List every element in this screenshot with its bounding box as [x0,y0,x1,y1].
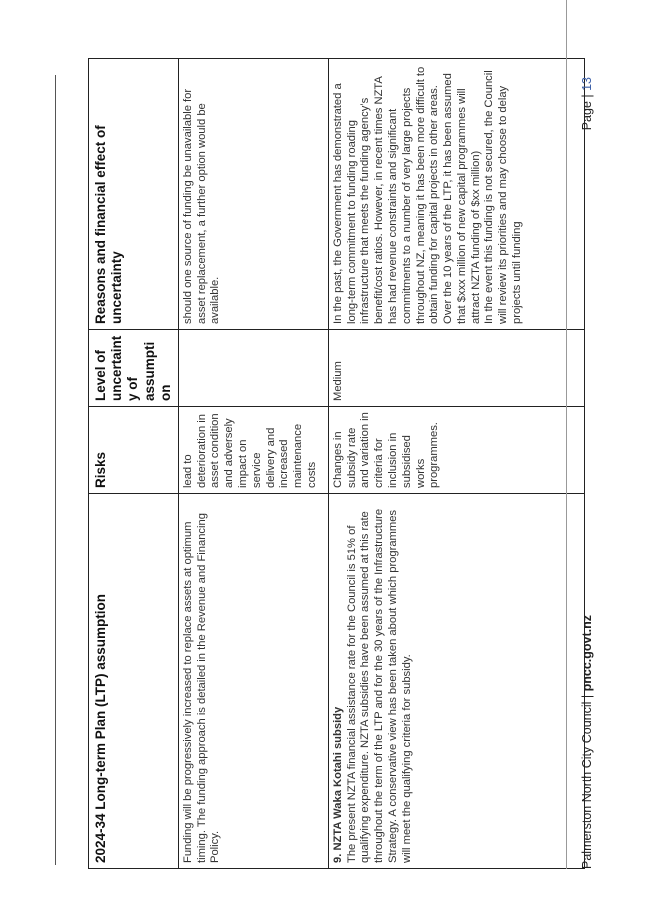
header-risks: Risks [89,407,179,494]
footer-page-label: Page | [580,90,594,131]
header-level: Level of uncertainty of assumption [89,330,179,407]
row2-assumption-cell [328,494,584,869]
row1-risks-text: lead to deterioration in asset condition and adversely impact on service delivery and increased maintenance costs [181,413,318,488]
table-header-row [89,59,179,869]
row2-level-text: Medium [331,361,344,401]
row2-reasons-p3: In the event this funding is not secured, the Council will review its priorities and may choose to delay projects until funding [483,70,523,324]
footer-page [580,77,594,130]
row2-section-title: 9. NZTA Waka Kotahi subsidy [331,706,344,863]
footer-council-name: Palmerston North City Council [580,701,594,869]
row2-reasons-p2: Over the 10 years of the LTP, it has been assumed that $xxx million of new capital programmes will attract NZTA funding of $xx million) [442,73,482,324]
footer-divider [566,0,567,869]
assumptions-table [88,58,585,869]
page-footer [578,39,600,869]
row2-risks-text: Changes in subsidy rate and variation in criteria for inclusion in subsidised works programmes. [331,412,441,488]
row1-reasons-text: should one source of funding be unavailable for asset replacement, a further option would be available. [181,88,222,324]
header-reasons: Reasons and financial effect of uncertainty [89,59,179,330]
row2-level-cell [328,330,584,407]
header-assumption: 2024-34 Long-term Plan (LTP) assumption [89,494,179,869]
footer-separator: | [580,691,594,702]
footer-website-link[interactable]: pncc.govt.nz [580,614,594,692]
row1-assumption-cell [178,494,328,869]
row2-risks-cell [328,407,584,494]
row1-reasons-cell [178,59,328,330]
row2-reasons-p1: In the past, the Government has demonstrated a long-term commitment to funding roading infrastructure that meets the funding agency’s benefit/cost ratios. However, in recent times NZTA has had revenue constraints and significant commitments to a number of very large projects throughout NZ, meaning it has been more difficult to obtain funding for capital projects in other areas. [331,66,441,324]
row2-assumption-text: The present NZTA financial assistance rate for the Council is 51% of qualifying expenditure. NZTA subsidies have been assumed at this rate throughout the term of the LTP and for the 30 years of the Infrastructure Strategy. A conservative view has been taken about which programmes will meet the qualifying criteria for subsidy. [345,508,413,863]
footer-page-number: 13 [580,77,594,91]
footer-left [580,615,594,869]
row1-assumption-text: Funding will be progressively increased to replace assets at optimum timing. The funding approach is detailed in the Revenue and Financing Policy. [181,513,222,863]
row1-level-cell [178,330,328,407]
table-row [328,59,584,869]
row1-risks-cell [178,407,328,494]
row2-reasons-cell [328,59,584,330]
table-row [178,59,328,869]
